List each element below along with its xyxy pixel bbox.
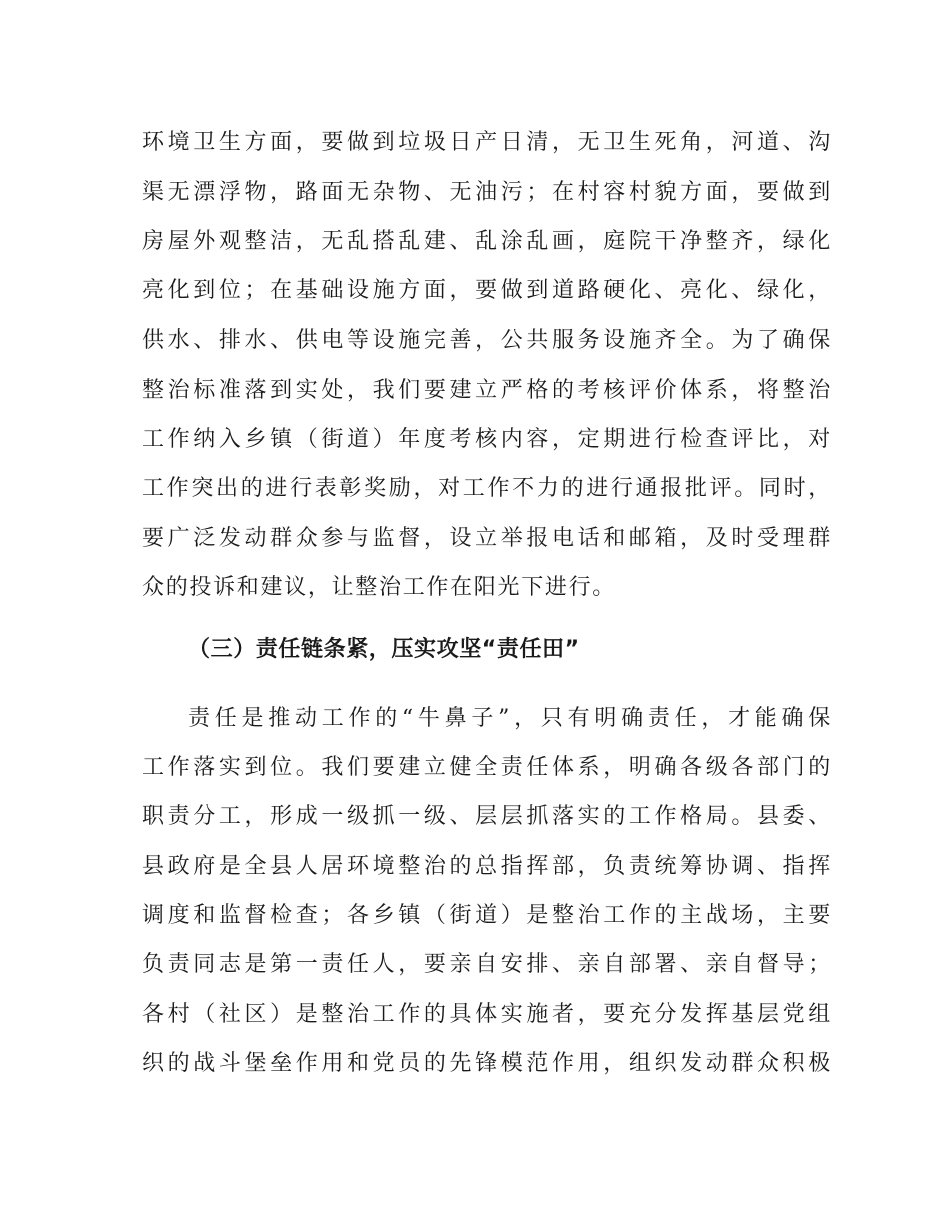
paragraph-line: 供水、排水、供电等设施完善，公共服务设施齐全。为了确保 — [142, 328, 832, 353]
paragraph-line: 负责同志是第一责任人，要亲自安排、亲自部署、亲自督导； — [142, 952, 832, 977]
paragraph-line: 责任是推动工作的“牛鼻子”，只有明确责任，才能确保 — [188, 706, 832, 731]
paragraph-line: 工作纳入乡镇（街道）年度考核内容，定期进行检查评比，对 — [142, 427, 832, 452]
paragraph-line: 亮化到位；在基础设施方面，要做到道路硬化、亮化、绿化， — [142, 278, 832, 303]
paragraph-line: 各村（社区）是整治工作的具体实施者，要充分发挥基层党组 — [142, 1002, 832, 1027]
paragraph-line: 工作突出的进行表彰奖励，对工作不力的进行通报批评。同时， — [142, 476, 832, 501]
paragraph-line: 渠无漂浮物，路面无杂物、无油污；在村容村貌方面，要做到 — [142, 180, 832, 205]
paragraph-line: 调度和监督检查；各乡镇（街道）是整治工作的主战场，主要 — [142, 903, 832, 928]
paragraph-line: 工作落实到位。我们要建立健全责任体系，明确各级各部门的 — [142, 755, 832, 780]
section-heading: （三）责任链条紧，压实攻坚“责任田” — [188, 637, 580, 662]
paragraph-line: 环境卫生方面，要做到垃圾日产日清，无卫生死角，河道、沟 — [142, 130, 832, 155]
paragraph-line: 职责分工，形成一级抓一级、层层抓落实的工作格局。县委、 — [142, 804, 832, 829]
paragraph-line: 织的战斗堡垒作用和党员的先锋模范作用，组织发动群众积极 — [142, 1051, 832, 1076]
paragraph-line: 众的投诉和建议，让整治工作在阳光下进行。 — [142, 575, 617, 600]
paragraph-line: 要广泛发动群众参与监督，设立举报电话和邮箱，及时受理群 — [142, 526, 832, 551]
paragraph-line: 整治标准落到实处，我们要建立严格的考核评价体系，将整治 — [142, 378, 832, 403]
paragraph-line: 县政府是全县人居环境整治的总指挥部，负责统筹协调、指挥 — [142, 854, 832, 879]
paragraph-line: 房屋外观整洁，无乱搭乱建、乱涂乱画，庭院干净整齐，绿化 — [142, 229, 832, 254]
